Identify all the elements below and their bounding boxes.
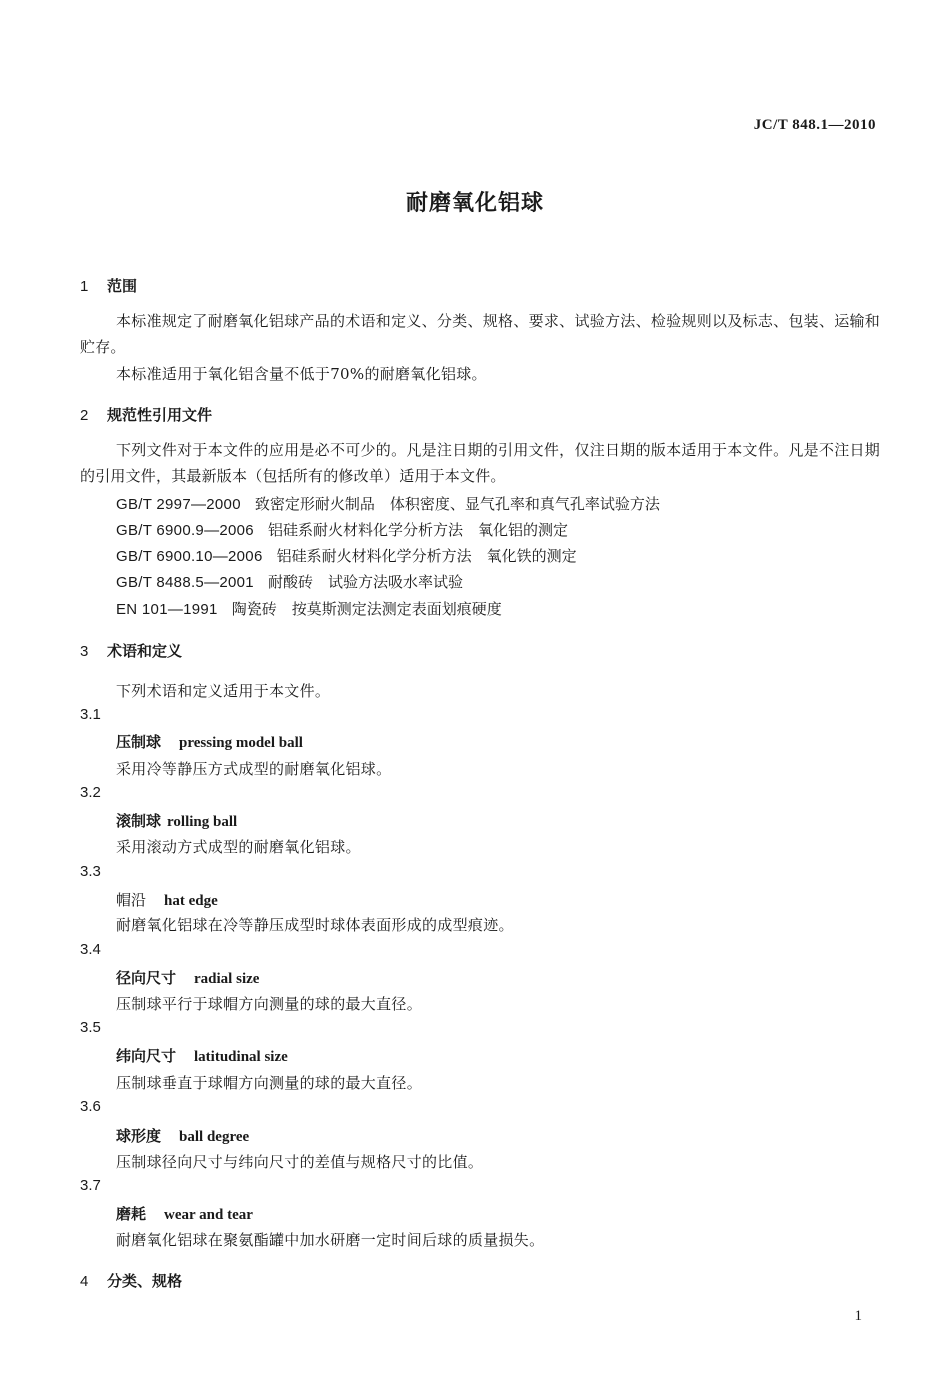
term-chinese: 压制球 [116, 733, 162, 751]
section-title: 规范性引用文件 [107, 406, 213, 424]
section-heading-classification [80, 1270, 182, 1291]
term-heading [116, 1203, 253, 1224]
term-english: ball degree [179, 1129, 250, 1145]
reference-item [116, 598, 502, 619]
term-chinese: 帽沿 [116, 891, 147, 909]
term-number: 3.5 [80, 1019, 101, 1036]
section-title: 术语和定义 [107, 642, 183, 660]
term-heading [116, 967, 259, 988]
section-heading-scope [80, 275, 137, 296]
term-definition: 采用滚动方式成型的耐磨氧化铝球。 [116, 838, 361, 856]
term-chinese: 径向尺寸 [116, 969, 177, 987]
term-number: 3.1 [80, 706, 101, 723]
reference-item [116, 545, 577, 566]
term-number: 3.2 [80, 784, 101, 801]
scope-paragraph-2: 本标准适用于氧化铝含量不低于70%的耐磨氧化铝球。 [116, 365, 487, 383]
term-definition: 耐磨氧化铝球在冷等静压成型时球体表面形成的成型痕迹。 [116, 916, 514, 934]
reference-item [116, 519, 568, 540]
term-number: 3.7 [80, 1177, 101, 1194]
page-number: 1 [854, 1308, 862, 1324]
reference-code: GB/T 6900.9—2006 [116, 522, 254, 539]
standard-code: JC/T 848.1—2010 [753, 117, 876, 133]
section-heading-normative-references [80, 404, 212, 425]
reference-title: 耐酸砖 试验方法吸水率试验 [267, 573, 463, 591]
term-definition: 压制球平行于球帽方向测量的球的最大直径。 [116, 995, 423, 1013]
references-intro: 下列文件对于本文件的应用是必不可少的。凡是注日期的引用文件，仅注日期的版本适用于本文件。凡是不注日期的引用文件，其最新版本（包括所有的修改单）适用于本文件。 [80, 441, 880, 485]
term-chinese: 纬向尺寸 [116, 1047, 177, 1065]
section-title: 范围 [107, 277, 138, 295]
terms-intro: 下列术语和定义适用于本文件。 [116, 682, 331, 700]
section-number: 1 [80, 278, 89, 295]
page-title: 耐磨氧化铝球 [405, 191, 544, 216]
term-english: radial size [194, 971, 260, 987]
term-english: latitudinal size [194, 1049, 288, 1065]
section-heading-terms [80, 640, 182, 661]
term-definition: 耐磨氧化铝球在聚氨酯罐中加水研磨一定时间后球的质量损失。 [116, 1231, 545, 1249]
reference-item [116, 493, 660, 514]
section-number: 3 [80, 643, 89, 660]
term-chinese: 球形度 [116, 1127, 162, 1145]
section-number: 2 [80, 407, 89, 424]
reference-title: 陶瓷砖 按莫斯测定法测定表面划痕硬度 [231, 600, 502, 618]
reference-title: 致密定形耐火制品 体积密度、显气孔率和真气孔率试验方法 [254, 495, 660, 513]
term-number: 3.4 [80, 941, 101, 958]
term-english: hat edge [164, 893, 218, 909]
term-chinese: 磨耗 [116, 1205, 147, 1223]
reference-code: GB/T 2997—2000 [116, 496, 241, 513]
term-english: rolling ball [167, 814, 238, 830]
term-definition: 压制球垂直于球帽方向测量的球的最大直径。 [116, 1074, 423, 1092]
term-heading [116, 889, 218, 910]
term-definition: 采用冷等静压方式成型的耐磨氧化铝球。 [116, 760, 392, 778]
term-heading [116, 1045, 288, 1066]
reference-title: 铝硅系耐火材料化学分析方法 氧化铝的测定 [267, 521, 568, 539]
term-number: 3.6 [80, 1098, 101, 1115]
term-english: pressing model ball [179, 735, 303, 751]
term-english: wear and tear [164, 1207, 253, 1223]
term-chinese: 滚制球 [116, 812, 162, 830]
section-title: 分类、规格 [107, 1272, 183, 1290]
reference-code: GB/T 8488.5—2001 [116, 574, 254, 591]
reference-code: GB/T 6900.10—2006 [116, 548, 263, 565]
scope-paragraph-1: 本标准规定了耐磨氧化铝球产品的术语和定义、分类、规格、要求、试验方法、检验规则以及标志、包装、运输和贮存。 [80, 312, 880, 356]
term-heading [116, 1125, 249, 1146]
term-definition: 压制球径向尺寸与纬向尺寸的差值与规格尺寸的比值。 [116, 1153, 484, 1171]
term-heading [116, 810, 237, 831]
section-number: 4 [80, 1273, 89, 1290]
reference-code: EN 101—1991 [116, 601, 218, 618]
term-number: 3.3 [80, 863, 101, 880]
reference-item [116, 571, 463, 592]
reference-title: 铝硅系耐火材料化学分析方法 氧化铁的测定 [276, 547, 577, 565]
term-heading [116, 731, 303, 752]
